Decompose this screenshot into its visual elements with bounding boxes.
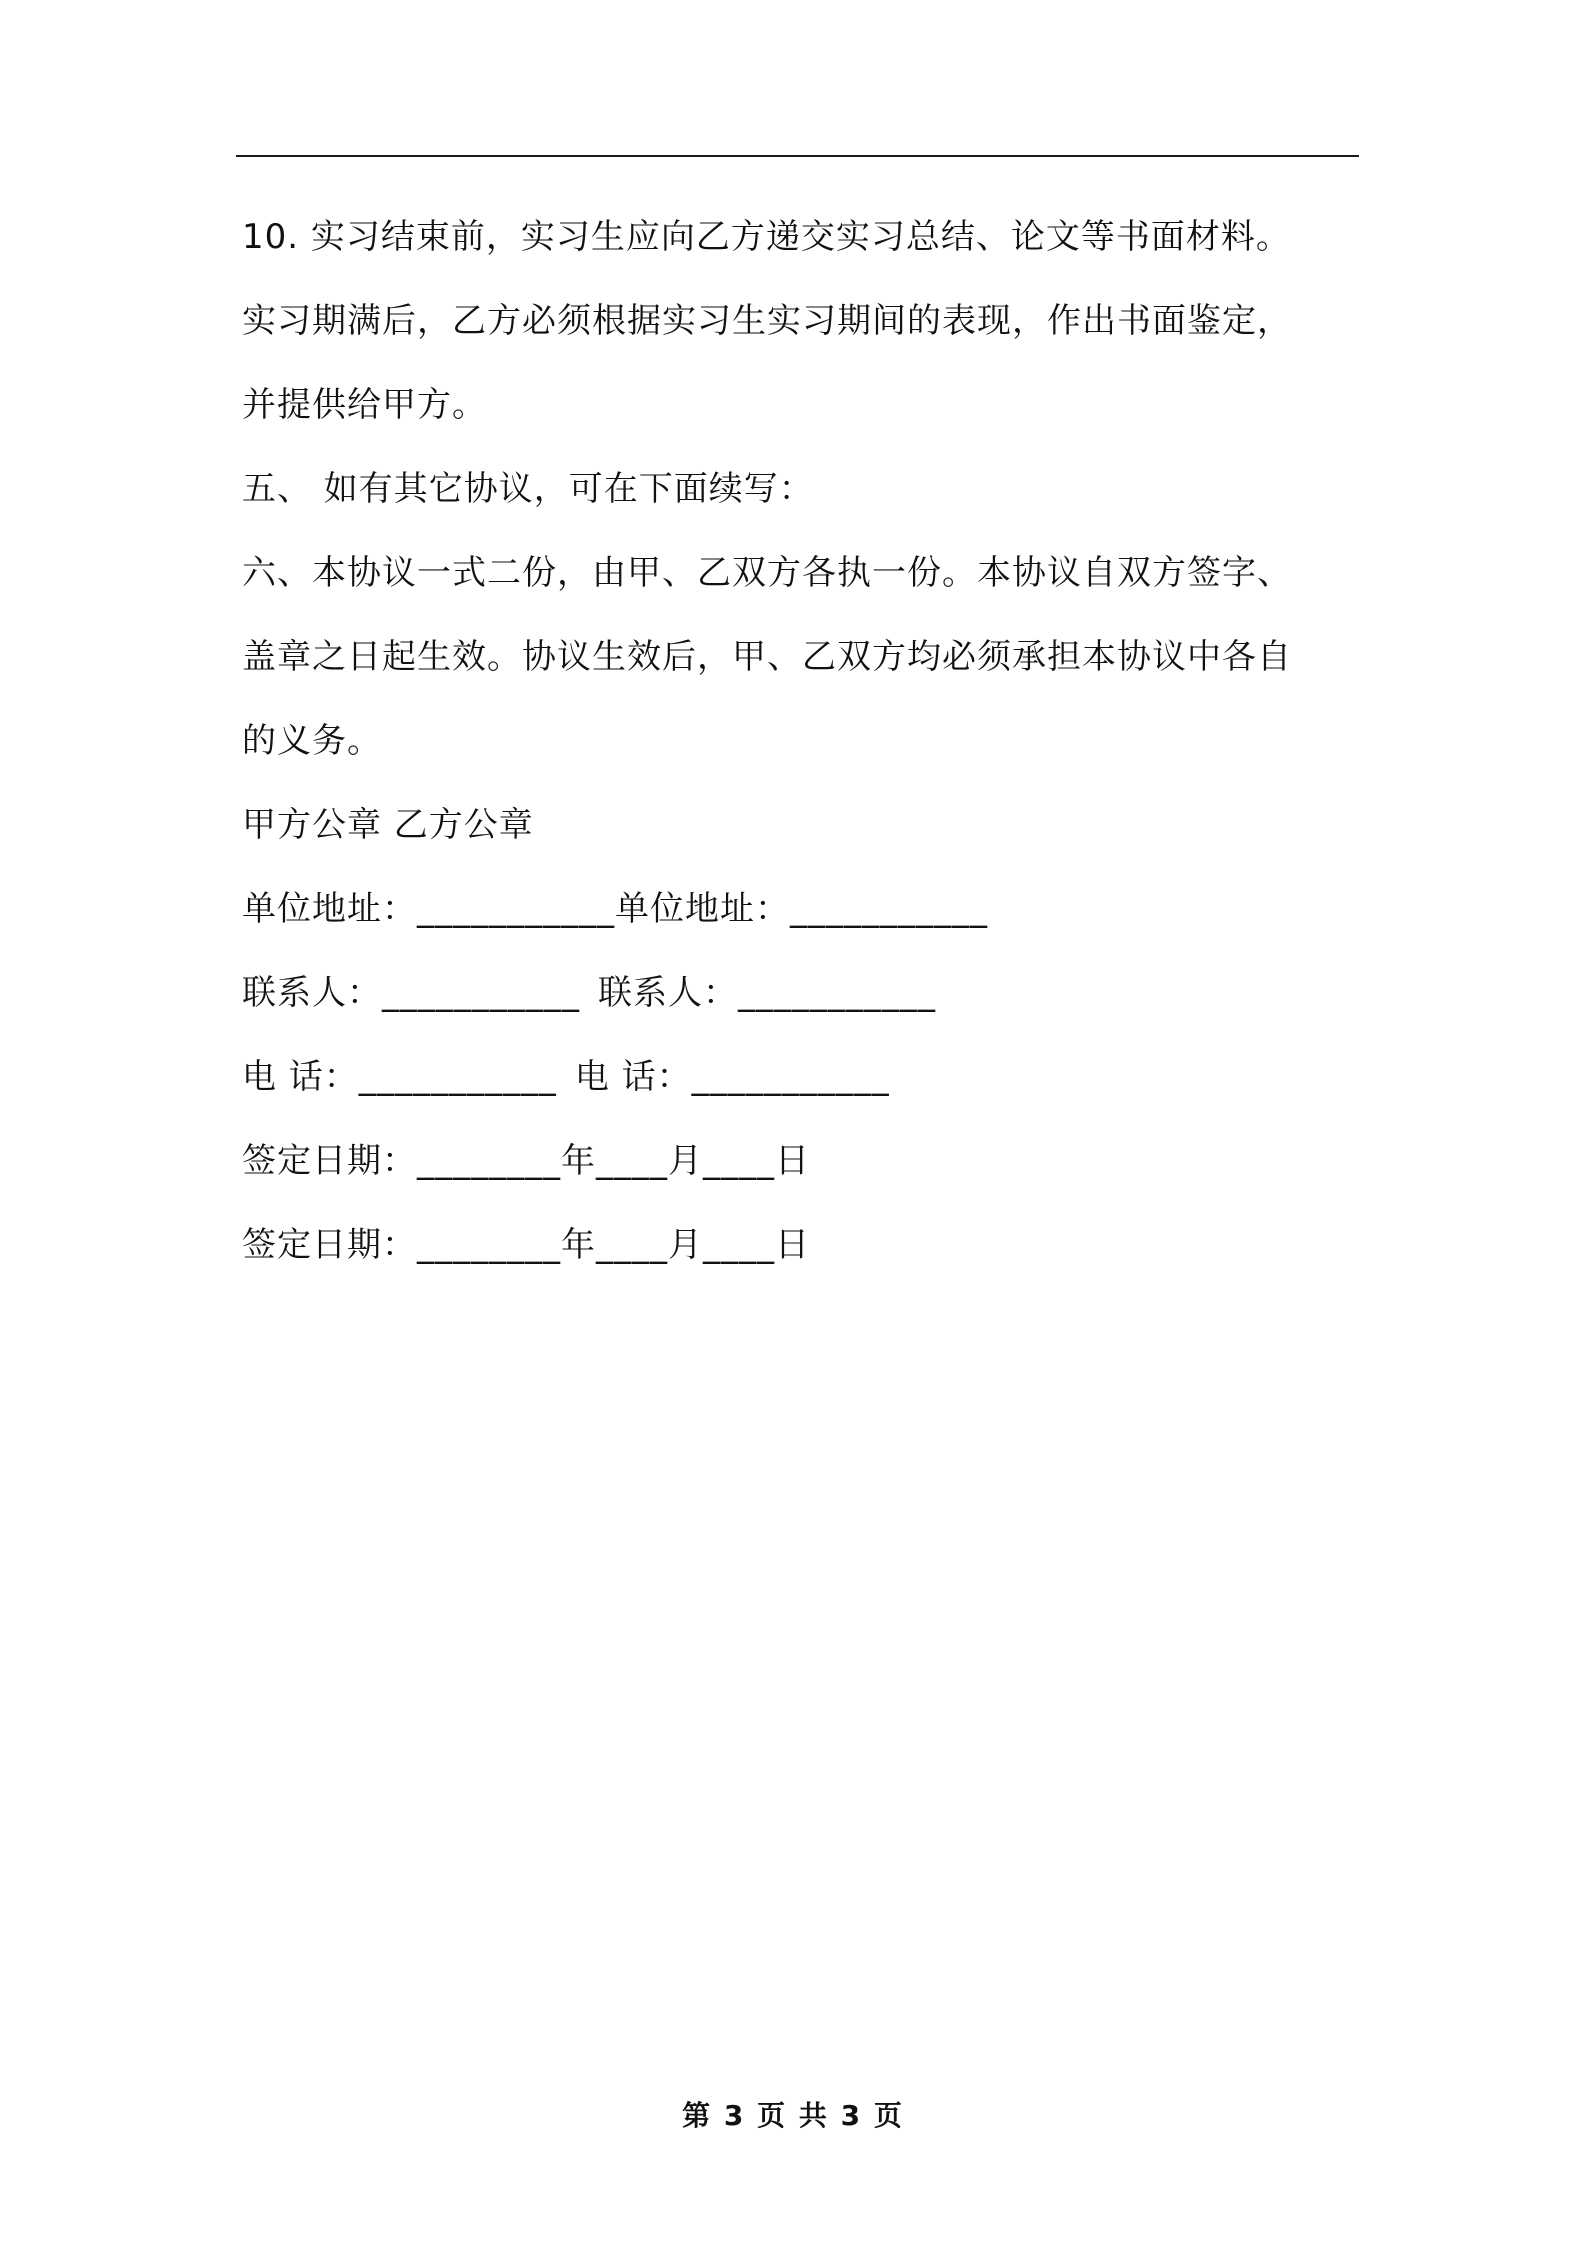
section-5: 五、 如有其它协议，可在下面续写： [242,469,814,509]
address-party-a: 单位地址：___________ [242,889,615,929]
header-rule [236,155,1359,157]
section-6-line-3: 的义务。 [242,721,382,761]
contact-row [242,951,1362,1035]
address-party-b: 单位地址：___________ [615,889,988,929]
page-number: 第 3 页 共 3 页 [682,2099,904,2132]
sign-date-1: 签定日期：________年____月____日 [242,1141,810,1181]
clause-10-line-3: 并提供给甲方。 [242,385,487,425]
sign-date-2: 签定日期：________年____月____日 [242,1225,810,1265]
clause-10-line-2: 实习期满后，乙方必须根据实习生实习期间的表现，作出书面鉴定， [242,301,1292,341]
document-body [242,195,1362,1287]
contact-party-b: 联系人：___________ [598,973,936,1013]
address-row [242,867,1362,951]
seals-line: 甲方公章 乙方公章 [242,805,534,845]
phone-party-a: 电 话：___________ [242,1057,557,1097]
section-6-line-2: 盖章之日起生效。协议生效后，甲、乙双方均必须承担本协议中各自 [242,637,1292,677]
phone-party-b: 电 话：___________ [574,1057,890,1097]
phone-row [242,1035,1362,1119]
section-6-line-1: 六、本协议一式二份，由甲、乙双方各执一份。本协议自双方签字、 [242,553,1292,593]
clause-10-line-1: 10. 实习结束前，实习生应向乙方递交实习总结、论文等书面材料。 [242,217,1291,257]
contact-party-a: 联系人：___________ [242,973,580,1013]
